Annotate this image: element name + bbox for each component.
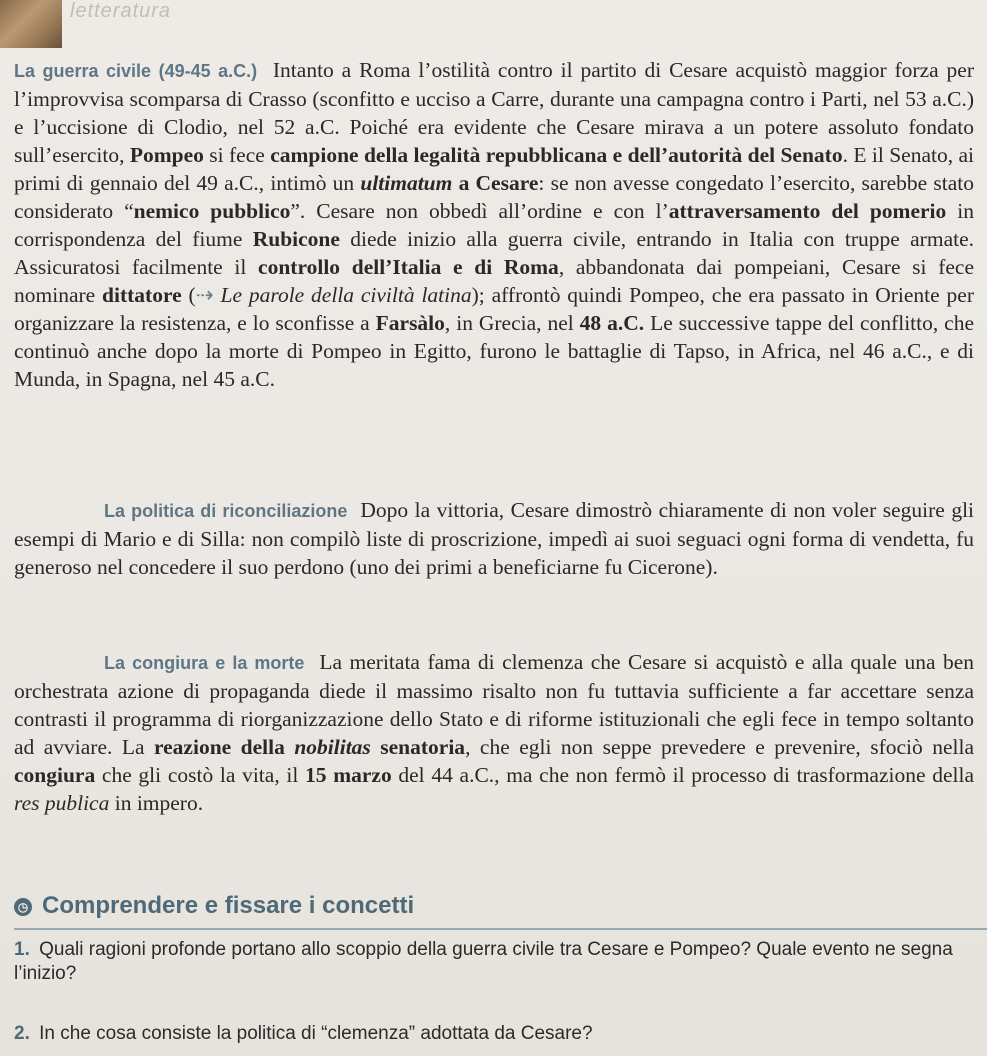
cross-reference-arrow-icon: ⇢ — [195, 283, 221, 307]
text-segment: , che egli non seppe prevedere e prevenire, sfociò nella — [465, 735, 975, 759]
question-number: 1. — [14, 939, 30, 960]
text-segment: La meritata fama di clemenza che Cesare si acquistò e alla quale una ben orchestrata azione di propaganda diede il massimo risalto non fu tuttavia sufficiente a far accettare senza contrasti il programma di riorganizzazione dello Stato e di riforme istituzionali che egli fece in tempo soltanto ad avviare. La — [14, 650, 975, 759]
running-head: letteratura — [70, 0, 172, 22]
text-segment: res publica — [14, 791, 110, 815]
corner-illustration — [0, 0, 62, 48]
text-segment: attraversamento del pomerio — [668, 199, 947, 223]
section-divider — [14, 928, 987, 930]
question-number: 2. — [14, 1023, 30, 1044]
text-segment: si fece — [203, 143, 271, 167]
exercise-title-text: Comprendere e fissare i concetti — [42, 892, 415, 919]
text-segment: ”. Cesare non obbedì all’ordine e con l’ — [290, 199, 669, 223]
paragraph-heading: La guerra civile (49-45 a.C.) — [14, 61, 258, 81]
question-text: Quali ragioni profonde portano allo scoppio della guerra civile tra Cesare e Pompeo? Quale evento ne segna l’inizio? — [14, 939, 953, 984]
text-segment: Rubicone — [252, 227, 340, 251]
text-segment: , abbandonata dai pompeiani, Cesare si fece nominare — [14, 255, 974, 307]
text-segment: ( — [181, 283, 196, 307]
text-segment: reazione della — [153, 735, 295, 759]
text-segment: 48 a.C. — [579, 311, 645, 335]
text-segment: . E il Senato, ai primi di gennaio del 49 a.C., intimò un — [14, 143, 974, 195]
text-segment: , in Grecia, nel — [444, 311, 580, 335]
clock-icon: ◷ — [14, 898, 32, 916]
text-segment: controllo dell’Italia e di Roma — [258, 255, 559, 279]
text-segment: dittatore — [102, 283, 182, 307]
text-segment: in impero. — [109, 791, 204, 815]
text-segment: Dopo la vittoria, Cesare dimostrò chiaramente di non voler seguire gli esempi di Mario e di Silla: non compilò liste di proscrizione, impedì ai suoi seguaci ogni forma di vendetta, fu generoso nel concedere il suo perdono (uno dei primi a beneficiarne fu Cicerone). — [14, 498, 975, 579]
text-segment: del 44 a.C., ma che non fermò il processo di trasformazione della — [391, 763, 974, 787]
text-segment: : se non avesse congedato l’esercito, sarebbe stato considerato “ — [14, 171, 975, 223]
text-segment: ); affrontò quindi Pompeo, che era passato in Oriente per organizzare la resistenza, e lo sconfisse a — [14, 283, 974, 335]
paragraph-guerra-civile — [14, 56, 974, 393]
text-segment: Le parole della civiltà latina — [220, 283, 472, 307]
exercise-section-title — [14, 892, 414, 920]
text-segment: senatoria — [370, 735, 466, 759]
text-segment: nobilitas — [294, 735, 371, 759]
paragraph-heading: La politica di riconciliazione — [104, 501, 348, 521]
paragraph-heading: La congiura e la morte — [104, 653, 305, 673]
question-item — [14, 1022, 974, 1046]
paragraph-politica-riconciliazione — [14, 496, 974, 581]
text-segment: Farsàlo — [375, 311, 445, 335]
text-segment: campione della legalità repubblicana e dell’autorità del Senato — [270, 143, 843, 167]
text-segment: in corrispondenza del fiume — [14, 199, 974, 251]
text-segment: a Cesare — [452, 171, 539, 195]
text-segment: diede inizio alla guerra civile, entrando in Italia con truppe armate. Assicuratosi facilmente il — [14, 227, 974, 279]
text-segment: Le successive tappe del conflitto, che continuò anche dopo la morte di Pompeo in Egitto, furono le battaglie di Tapso, in Africa, nel 46 a.C., e di Munda, in Spagna, nel 45 a.C. — [14, 311, 975, 391]
text-segment: Pompeo — [129, 143, 204, 167]
question-item — [14, 938, 974, 986]
text-segment: nemico pubblico — [133, 199, 291, 223]
text-segment: 15 marzo — [305, 763, 392, 787]
text-segment: Intanto a Roma l’ostilità contro il partito di Cesare acquistò maggior forza per l’improvvisa scomparsa di Crasso (sconfitto e ucciso a Carre, durante una campagna contro i Parti, nel 53 a.C.) e l’uccisione di Clodio, nel 52 a.C. Poiché era evidente che Cesare mirava a un potere assoluto fondato sull’esercito, — [14, 58, 975, 167]
text-segment: che gli costò la vita, il — [95, 763, 306, 787]
question-text: In che cosa consiste la politica di “clemenza” adottata da Cesare? — [39, 1023, 593, 1044]
paragraph-congiura-morte — [14, 648, 974, 817]
text-segment: congiura — [14, 763, 96, 787]
text-segment: ultimatum — [360, 171, 453, 195]
